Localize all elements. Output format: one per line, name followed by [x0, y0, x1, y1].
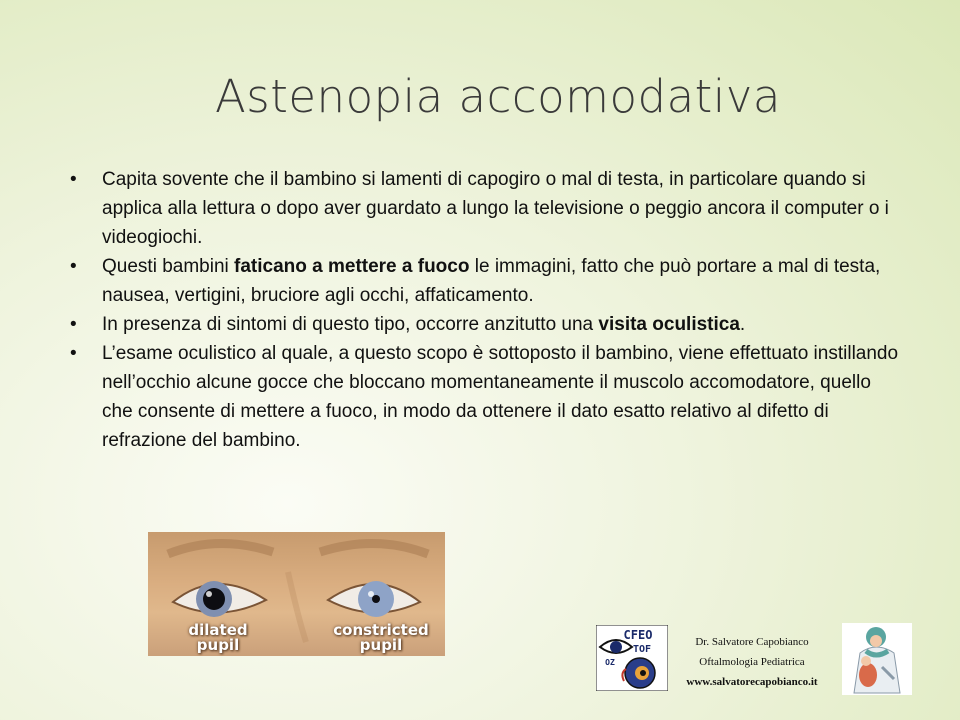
bullet-marker: • [70, 256, 77, 277]
logo-chart-row-3: OZ [605, 658, 615, 667]
bullet-marker: • [70, 314, 77, 335]
slide-title: Astenopia accomodativa [215, 70, 782, 123]
logo-chart-row-2: TOF [632, 644, 652, 655]
pupil-comparison-image [148, 532, 445, 656]
author-website: www.salvatorecapobianco.it [686, 676, 818, 688]
author-name: Dr. Salvatore Capobianco [695, 636, 809, 648]
bullet-marker: • [70, 169, 77, 190]
author-credit [672, 632, 832, 692]
bullet-marker: • [70, 343, 77, 364]
constricted-pupil-label: constricted pupil [333, 621, 429, 654]
bullet-list [70, 165, 900, 455]
eye-chart-logo [596, 625, 668, 691]
logo-chart-row-1: CFEO [623, 628, 653, 642]
bullet-item: • Questi bambini faticano a mettere a fuoco le immagini, fatto che può portare a mal di testa, nausea, vertigini, bruciore agli occhi, affaticamento. [70, 252, 900, 310]
dilated-pupil-label: dilated pupil [188, 621, 248, 654]
bullet-item: • Capita sovente che il bambino si lamenti di capogiro o mal di testa, in particolare quando si applica alla lettura o dopo aver guardato a lungo la televisione o peggio ancora il computer o i videogiochi. [70, 165, 900, 252]
bullet-item: • L’esame oculistico al quale, a questo scopo è sottoposto il bambino, viene effettuato instillando nell’occhio alcune gocce che bloccano momentaneamente il muscolo accomodatore, quello che consente di mettere a fuoco, in modo da ottenere il dato esatto relativo al difetto di refrazione del bambino. [70, 339, 900, 455]
bullet-item: • In presenza di sintomi di questo tipo, occorre anzitutto una visita oculistica. [70, 310, 900, 339]
author-specialty: Oftalmologia Pediatrica [699, 656, 805, 668]
doctor-with-child-illustration [842, 623, 912, 695]
